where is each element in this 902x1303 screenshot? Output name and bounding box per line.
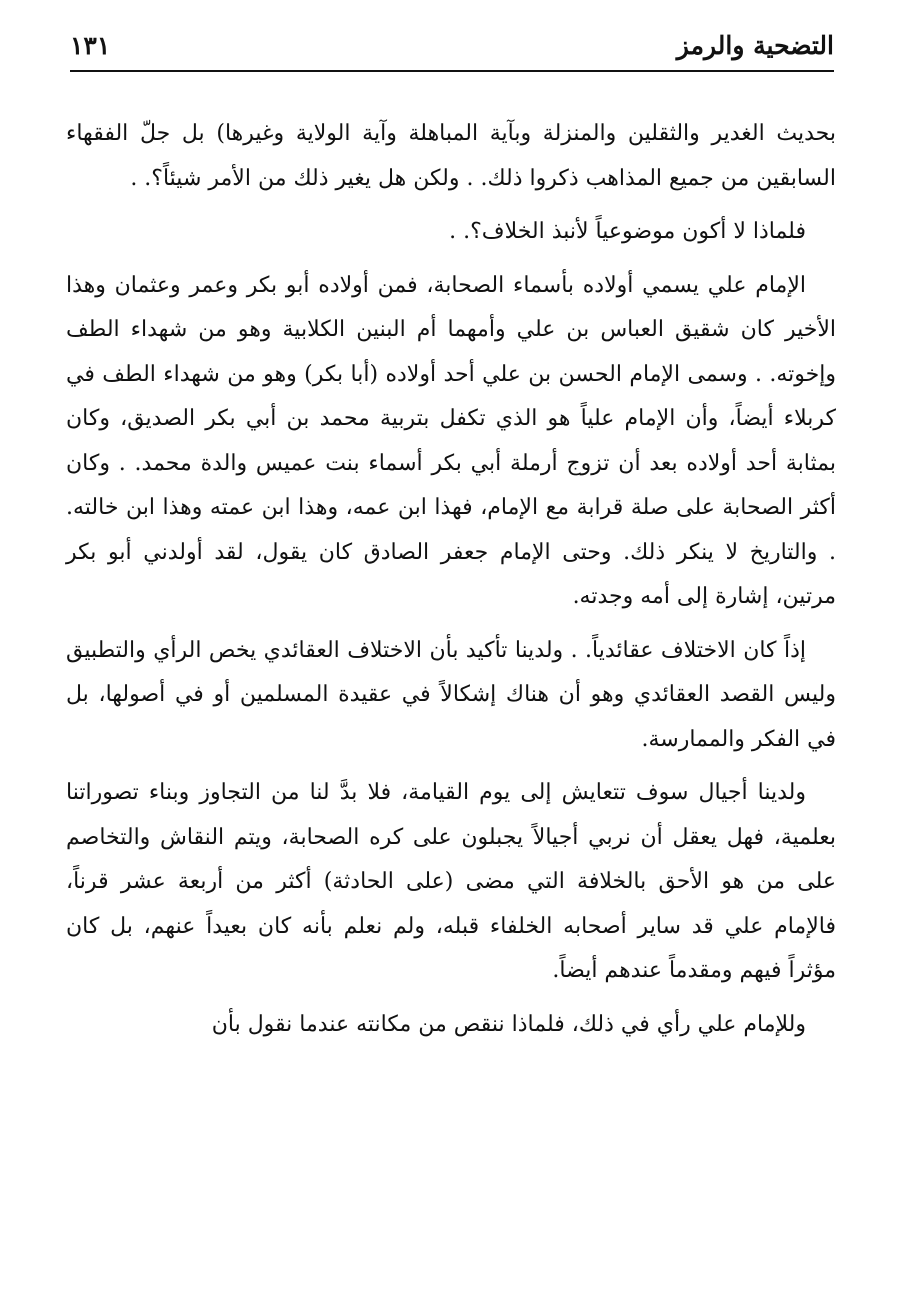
header-rule bbox=[70, 70, 834, 72]
page-number: ١٣١ bbox=[70, 31, 111, 60]
body-text bbox=[66, 112, 836, 1047]
paragraph-5: ولدينا أجيال سوف تتعايش إلى يوم القيامة، فلا بدَّ لنا من التجاوز وبناء تصوراتنا بعلمية، فهل يعقل أن نربي أجيالاً يجبلون على كره الصحابة، ويتم النقاش والتخاصم على من هو الأحق بالخلافة التي مضى (على الحادثة) أكثر من أربعة عشر قرناً، فالإمام علي قد ساير أصحابه الخلفاء قبله، ولم نعلم بأنه كان بعيداً عنهم، بل كان مؤثراً فيهم ومقدماً عندهم أيضاً. bbox=[66, 780, 836, 983]
paragraph-6: وللإمام علي رأي في ذلك، فلماذا ننقص من مكانته عندما نقول بأن bbox=[211, 1011, 806, 1037]
paragraph-1: بحديث الغدير والثقلين والمنزلة وبآية المباهلة وآية الولاية وغيرها) بل جلّ الفقهاء السابقين من جميع المذاهب ذكروا ذلك. . ولكن هل يغير ذلك من الأمر شيئاً؟. . bbox=[66, 121, 836, 191]
running-title: التضحية والرمز bbox=[676, 31, 834, 60]
paragraph-2: فلماذا لا أكون موضوعياً لأنبذ الخلاف؟. . bbox=[449, 219, 806, 244]
paragraph-3: الإمام علي يسمي أولاده بأسماء الصحابة، فمن أولاده أبو بكر وعمر وعثمان وهذا الأخير كان شقيق العباس بن علي وأمهما أم البنين الكلابية وهو من شهداء الطف وإخوته. . وسمى الإمام الحسن بن علي أحد أولاده (أبا بكر) وهو من شهداء الطف في كربلاء أيضاً، وأن الإمام علياً هو الذي تكفل بتربية محمد بن أبي بكر الصديق، وكان بمثابة أحد أولاده بعد أن تزوج أرملة أبي بكر أسماء بنت عميس والدة محمد. . وكان أكثر الصحابة على صلة قرابة مع الإمام، فهذا ابن عمه، وهذا ابن عمته وهذا ابن خالته. . والتاريخ لا ينكر ذلك. وحتى الإمام جعفر الصادق كان يقول، لقد أولدني أبو بكر مرتين، إشارة إلى أمه وجدته. bbox=[66, 272, 836, 609]
paragraph-4: إذاً كان الاختلاف عقائدياً. . ولدينا تأكيد بأن الاختلاف العقائدي يخص الرأي والتطبيق وليس القصد العقائدي وهو أن هناك إشكالاً في عقيدة المسلمين أو في أصولها، بل في الفكر والممارسة. bbox=[66, 637, 836, 752]
page-header bbox=[70, 22, 834, 72]
